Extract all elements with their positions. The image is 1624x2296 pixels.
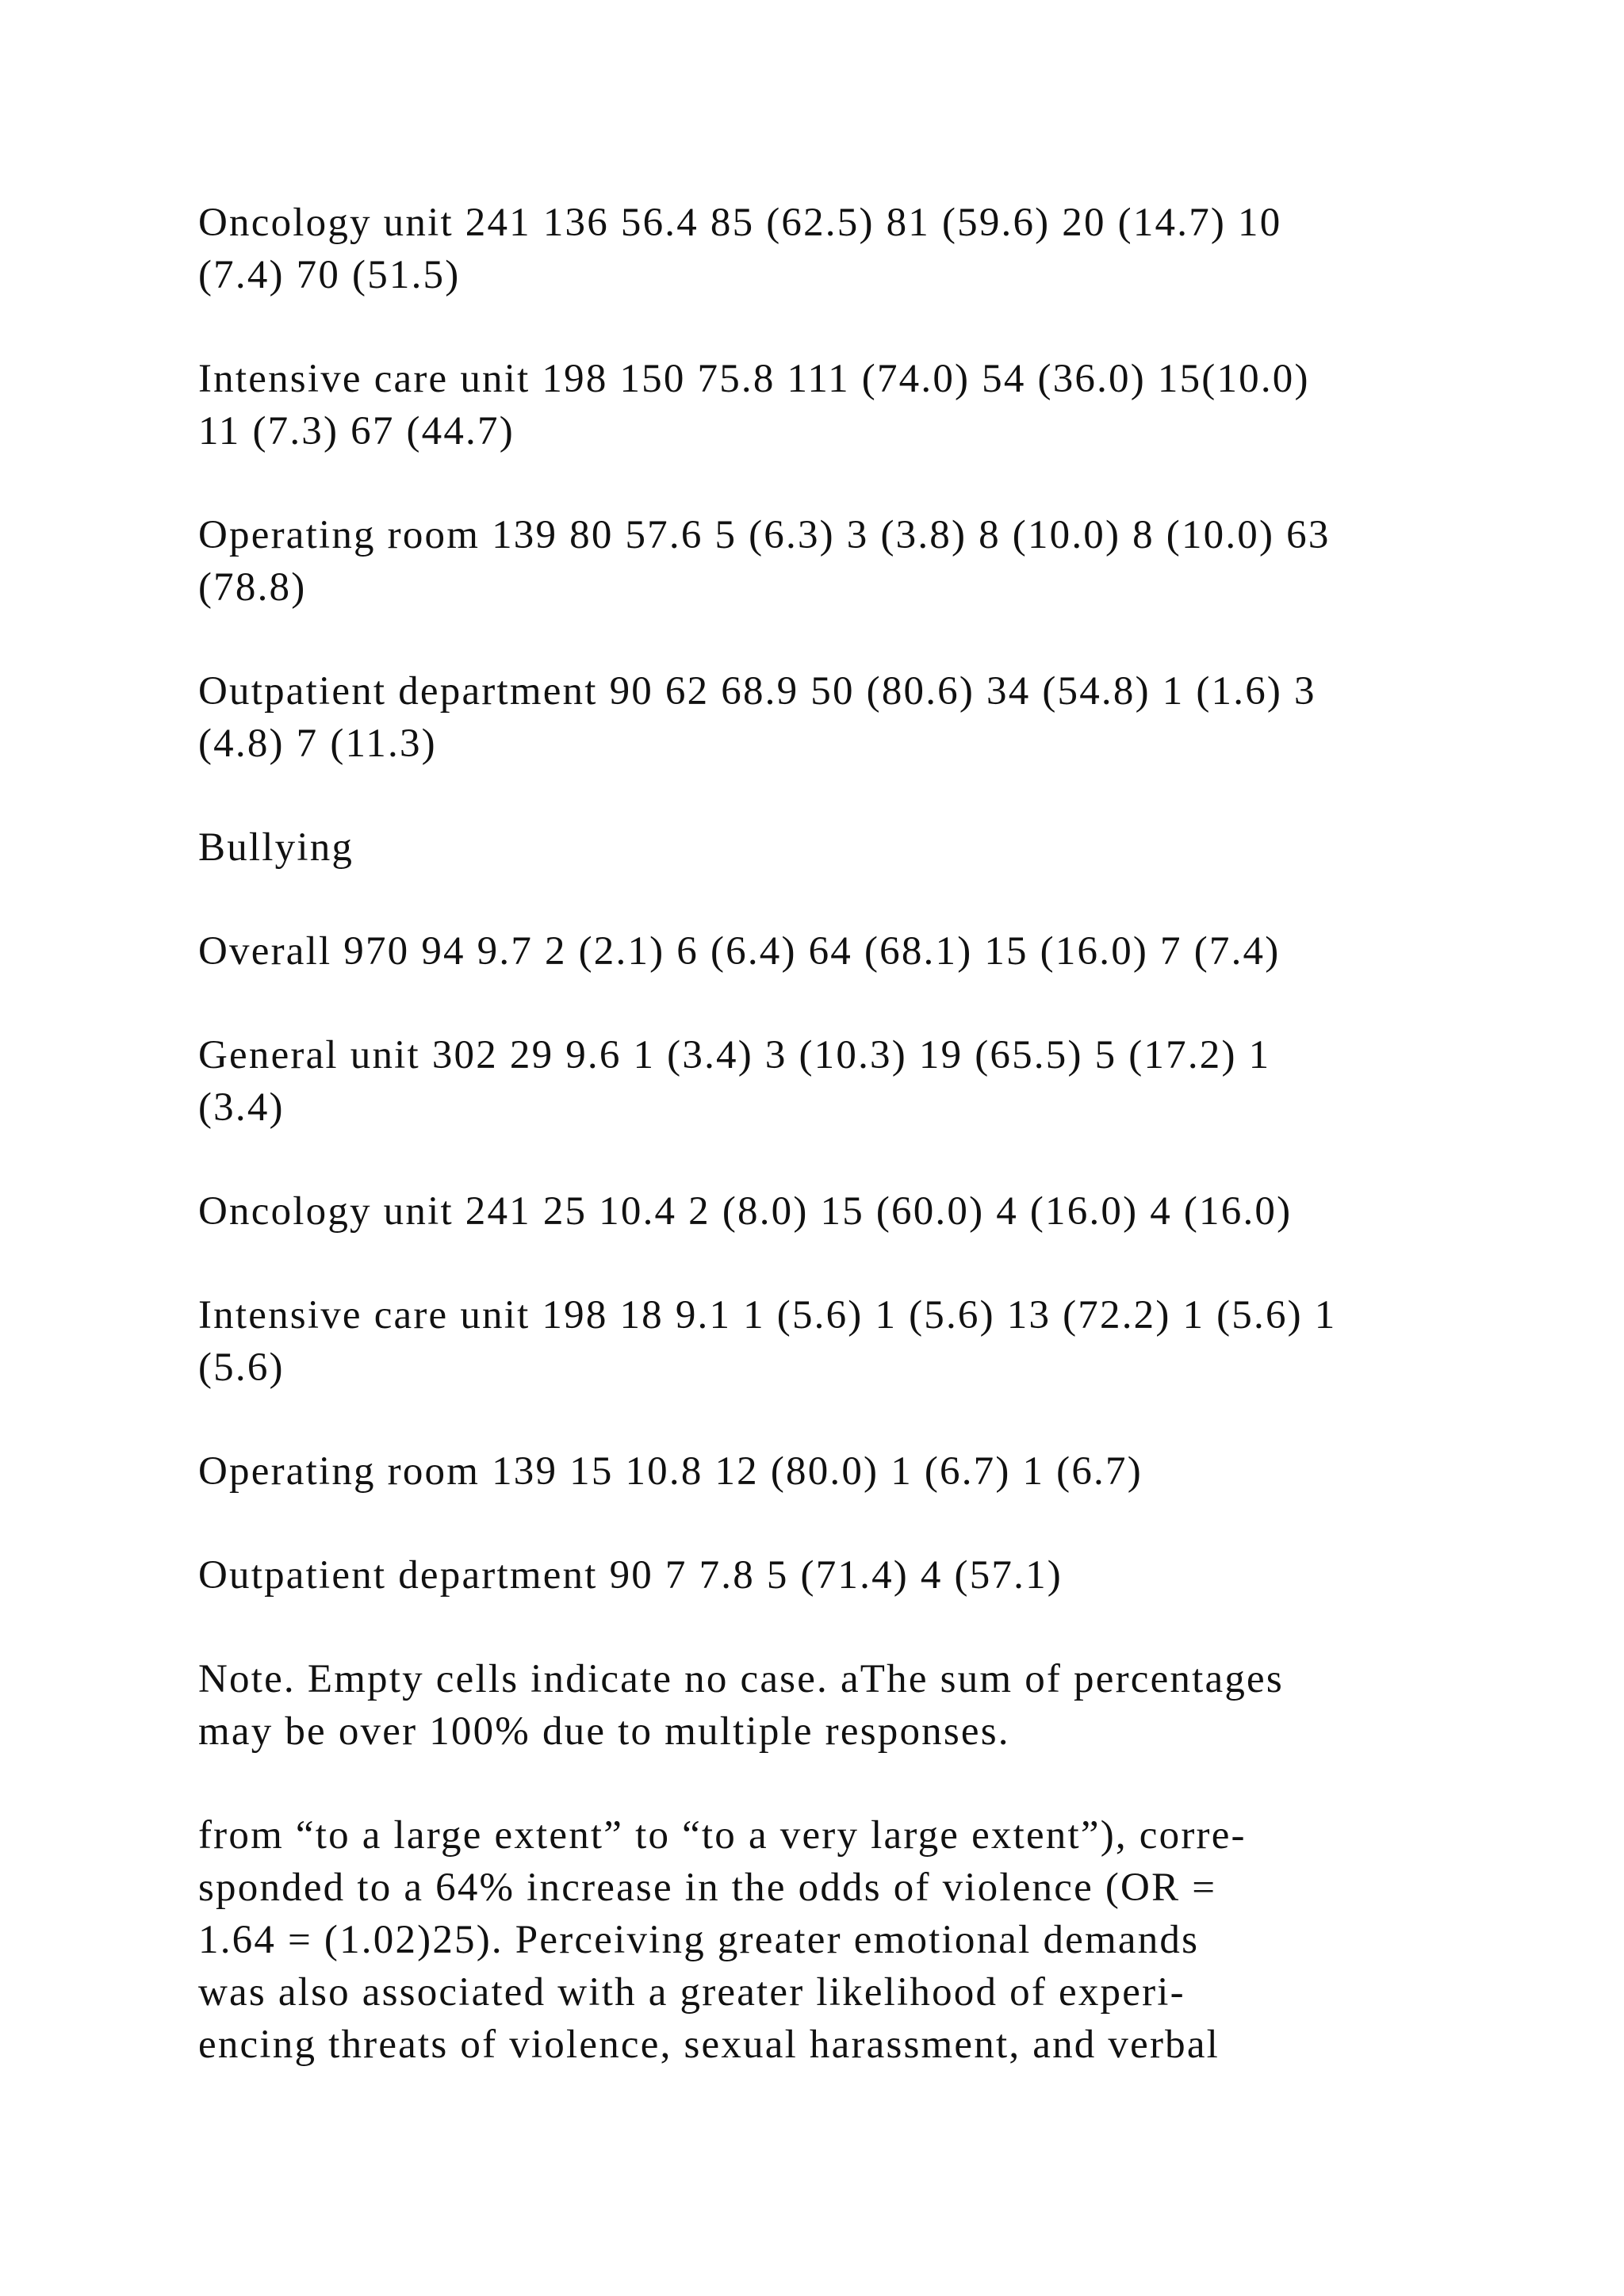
table-row-intensive-care-unit-bullying: Intensive care unit 198 18 9.1 1 (5.6) 1 (5.6) 13 (72.2) 1 (5.6) 1 (5.6) (198, 1293, 1337, 1390)
table-row-intensive-care-unit-violence: Intensive care unit 198 150 75.8 111 (74.0) 54 (36.0) 15(10.0) 11 (7.3) 67 (44.7) (198, 357, 1310, 453)
table-row-oncology-unit-bullying: Oncology unit 241 25 10.4 2 (8.0) 15 (60.0) 4 (16.0) 4 (16.0) (198, 1189, 1293, 1234)
table-note: Note. Empty cells indicate no case. aThe sum of percentages may be over 100% due to multiple responses. (198, 1657, 1284, 1754)
document-body (198, 197, 1435, 2071)
table-row-general-unit-bullying: General unit 302 29 9.6 1 (3.4) 3 (10.3) 19 (65.5) 5 (17.2) 1 (3.4) (198, 1033, 1271, 1130)
table-row-overall-bullying: Overall 970 94 9.7 2 (2.1) 6 (6.4) 64 (68.1) 15 (16.0) 7 (7.4) (198, 929, 1281, 974)
body-paragraph: from “to a large extent” to “to a very large extent”), corre- sponded to a 64% increase in the odds of violence (OR = 1.64 = (1.02)25). Perceiving greater emotional demands was also associated with a greater likelihood of experi- encing threats of violence, sexual harassment, and verbal (198, 1813, 1247, 2067)
table-row-oncology-unit-violence: Oncology unit 241 136 56.4 85 (62.5) 81 (59.6) 20 (14.7) 10 (7.4) 70 (51.5) (198, 201, 1282, 297)
table-row-operating-room-violence: Operating room 139 80 57.6 5 (6.3) 3 (3.8) 8 (10.0) 8 (10.0) 63 (78.8) (198, 513, 1331, 610)
section-heading-bullying: Bullying (198, 825, 354, 870)
table-row-outpatient-department-violence: Outpatient department 90 62 68.9 50 (80.6) 34 (54.8) 1 (1.6) 3 (4.8) 7 (11.3) (198, 669, 1316, 766)
table-row-outpatient-department-bullying: Outpatient department 90 7 7.8 5 (71.4) 4 (57.1) (198, 1553, 1063, 1598)
table-row-operating-room-bullying: Operating room 139 15 10.8 12 (80.0) 1 (6.7) 1 (6.7) (198, 1449, 1143, 1494)
